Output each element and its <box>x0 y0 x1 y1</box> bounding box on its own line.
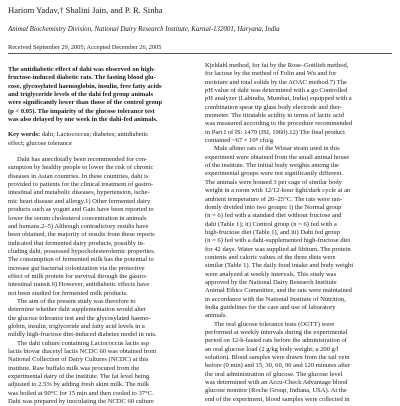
body-line: Dahi has anecdotally been recommended for con- <box>17 156 148 164</box>
body-line: combination spear tip glass body electrode and ther- <box>205 103 342 111</box>
body-line: mometer. The titratable acidity in terms of lactic acid <box>205 112 344 120</box>
body-line: indicated that fermented dairy products, possibly in- <box>8 239 145 247</box>
body-line: pH analyzer (Labindia, Mumbai, India) equipped with a <box>205 95 352 103</box>
body-line: lower the serum cholesterol concentration in animals <box>8 214 147 222</box>
body-line: before (0 min) and 15, 30, 60, 90 and 120 minutes after <box>205 362 351 370</box>
body-line: and humans.2–5) Although contradictory results have <box>8 222 149 230</box>
body-line: mildly high-fructose diet-induced diabetes model in rats. <box>8 331 157 339</box>
body-line: period on 12-h-fasted rats before the administration of <box>205 337 347 345</box>
body-line: end of the experiment, blood samples were collected in <box>205 395 350 403</box>
body-line: ambient temperature of 20–25°C. The rats were ran- <box>205 195 343 203</box>
body-line: was determined with an Accu-Check Advantage blood <box>205 379 348 387</box>
body-line: glucose monitor (Roche Group, Indiana, USA). At the <box>205 387 347 395</box>
body-line: intestinal and metabolic diseases, hypertension, ische- <box>8 189 150 197</box>
body-line: mic heart disease and allergy.1) Other fermented dairy <box>8 197 151 205</box>
body-line: was measured according to the procedure recommended <box>205 120 353 128</box>
body-line: were analyzed at weekly intervals. This study was <box>205 270 337 278</box>
body-line: performed at weekly intervals during the experimental <box>205 329 348 336</box>
affiliation: Animal Biochemistry Division, National Dairy Research Institute, Karnal-132001, Haryana, India <box>8 26 280 33</box>
body-line: lactis biovar diacetyl lactis NCDC 60 was obtained from <box>8 348 157 355</box>
body-line: determine whether dahi supplementation would alter <box>8 306 146 314</box>
keywords-line-2: effect; glucose tolerance <box>8 139 72 147</box>
body-line: Kjeldahl method, for fat by the Rose–Gottlieb method, <box>205 62 349 69</box>
body-line: contents and caloric values of the three diets were <box>205 253 336 261</box>
body-line: provided to patients for the clinical treatment of gastro- <box>8 181 154 189</box>
body-line: domly divided into two groups: i) the Normal group <box>205 203 342 211</box>
body-line: experimental groups were not significantly different. <box>205 170 344 178</box>
body-line: in Part I of IS: 1479 (ISI, 1960).12) The final product <box>205 128 345 136</box>
header-rule <box>8 53 392 54</box>
body-line: The dahi culture containing Lactococcus lactis ssp <box>17 339 149 347</box>
abstract-line: fructose-induced diabetic rats. The fasting blood glu- <box>8 74 156 82</box>
body-line: not been studied for fermented milk products. <box>8 289 128 297</box>
body-line: solution). Blood samples were drawn from the tail vein <box>205 354 350 362</box>
right-column <box>205 62 391 404</box>
body-line: products such as yogurt and Gaio have been reported to <box>8 206 154 214</box>
body-line: animals. <box>205 312 227 320</box>
keywords-text: dahi; Lactococcus; diabetes; antidiabetic <box>41 131 149 139</box>
body-line: approved by the National Dairy Research Institute <box>205 278 337 286</box>
body-line: weight in a room with 12/12-hour light/dark cycle at an <box>205 187 351 195</box>
body-line: institute. Raw buffalo milk was procured from the <box>8 364 140 372</box>
left-column <box>8 66 194 406</box>
body-line: contained ~67 × 10⁸ cfu/g. <box>205 137 275 145</box>
body-line: moisture and total solids by the AOAC method.7) The <box>205 78 347 86</box>
body-line: sumption by healthy people to lower the risk of chronic <box>8 164 154 172</box>
body-line: cluding dahi, possessed hypocholesterolemic properties. <box>8 247 156 255</box>
body-line: dahi (Table 1); ii) Control group (n = 6) fed with a <box>205 220 337 228</box>
body-line: an oral glucose load (2 g/kg body weight; a 200 g/l <box>205 345 339 353</box>
abstract <box>8 66 194 124</box>
body-line: been obtained, the majority of results from these reports <box>8 231 155 239</box>
body-line: the glucose tolerance test and the glycosylated haemo- <box>8 314 151 322</box>
body-line: The consumption of fermented milk has the potential to <box>8 256 154 264</box>
abstract-line: was also delayed by one week in the dahi-fed animals. <box>8 116 158 124</box>
body-line: Male albino rats of the Wistar strain used in this <box>214 145 340 153</box>
body-line: The oral glucose tolerance tests (OGTT) were <box>214 320 335 328</box>
body-line: (n = 6) fed with a standard diet without fructose and <box>205 212 342 220</box>
body-line: The aim of the present study was therefore to <box>17 297 136 305</box>
body-line: Dahi was prepared by inoculating the NCDC 60 culture <box>8 398 154 406</box>
abstract-line: and triglyceride levels of the dahi fed group animals <box>8 91 154 99</box>
body-line: the oral administration of glucose. The glucose level <box>205 370 343 378</box>
body-line: (n = 6) fed with a dahi-supplemented high-fructose diet <box>205 237 351 245</box>
body-line: globin, insulin, triglyceride and fatty acid levels in a <box>8 322 145 330</box>
received-date: Received September 29, 2005; Accepted December 26, 2005 <box>8 44 162 51</box>
author-line: Hariom Yadav,† Shalini Jain, and P. R. Sinha <box>8 5 163 15</box>
abstract-line: (p < 0.05). The impairity of the glucose tolerance test <box>8 107 155 115</box>
abstract-line: were significantly lower than those of the control group <box>8 99 163 107</box>
body-line: The animals were housed 3 per cage of similar body <box>205 178 342 186</box>
body-line: Animal Ethics Committee, and the rats were maintained <box>205 287 352 295</box>
body-line: similar (Table 1). The daily food intake and body weight <box>205 262 354 270</box>
body-line: adjusted to 2.5% by adding fresh skim milk. The milk <box>8 381 150 389</box>
keywords <box>8 131 194 139</box>
body-line: for 42 days. Water was supplied ad libitum. The protein <box>205 245 351 253</box>
body-line: pH value of dahi was determined with a go Controlled <box>205 87 348 95</box>
body-line: was boiled at 90°C for 15 min and then cooled to 37°C. <box>8 389 154 397</box>
keywords-label: Key words: <box>8 131 41 139</box>
body-line: for lactose by the method of Folin and Wu and for <box>205 70 337 78</box>
body-line: of the institute. The initial body weights among the <box>205 162 339 170</box>
body-line: National Collection of Dairy Cultures (NCDC) at this <box>8 356 149 364</box>
left-body <box>8 156 194 406</box>
abstract-line: cose, glycosylated haemoglobin, insulin, free fatty acids <box>8 82 162 90</box>
body-line: increase gut bacterial colonization via the protective <box>8 264 145 272</box>
body-line: experimental dairy of the institute. The fat level being <box>8 373 150 381</box>
body-line: diseases in Asian countries. In these countries, dahi is <box>8 172 149 180</box>
body-line: intestinal transit.6) However, antidiabetic effects have <box>8 281 150 289</box>
body-line: India guidelines for the care and use of laboratory <box>205 303 336 311</box>
body-line: effect of milk protein for survival through the gastro- <box>8 272 148 280</box>
body-line: high-fructose diet (Table 1), and iii) Dahi fed group <box>205 228 340 236</box>
body-line: experiment were obtained from the small animal house <box>205 153 350 161</box>
abstract-line: The antidiabetic effect of dahi was observed on high- <box>8 66 156 73</box>
body-line: in accordance with the National Institute of Nutrition, <box>205 295 346 303</box>
